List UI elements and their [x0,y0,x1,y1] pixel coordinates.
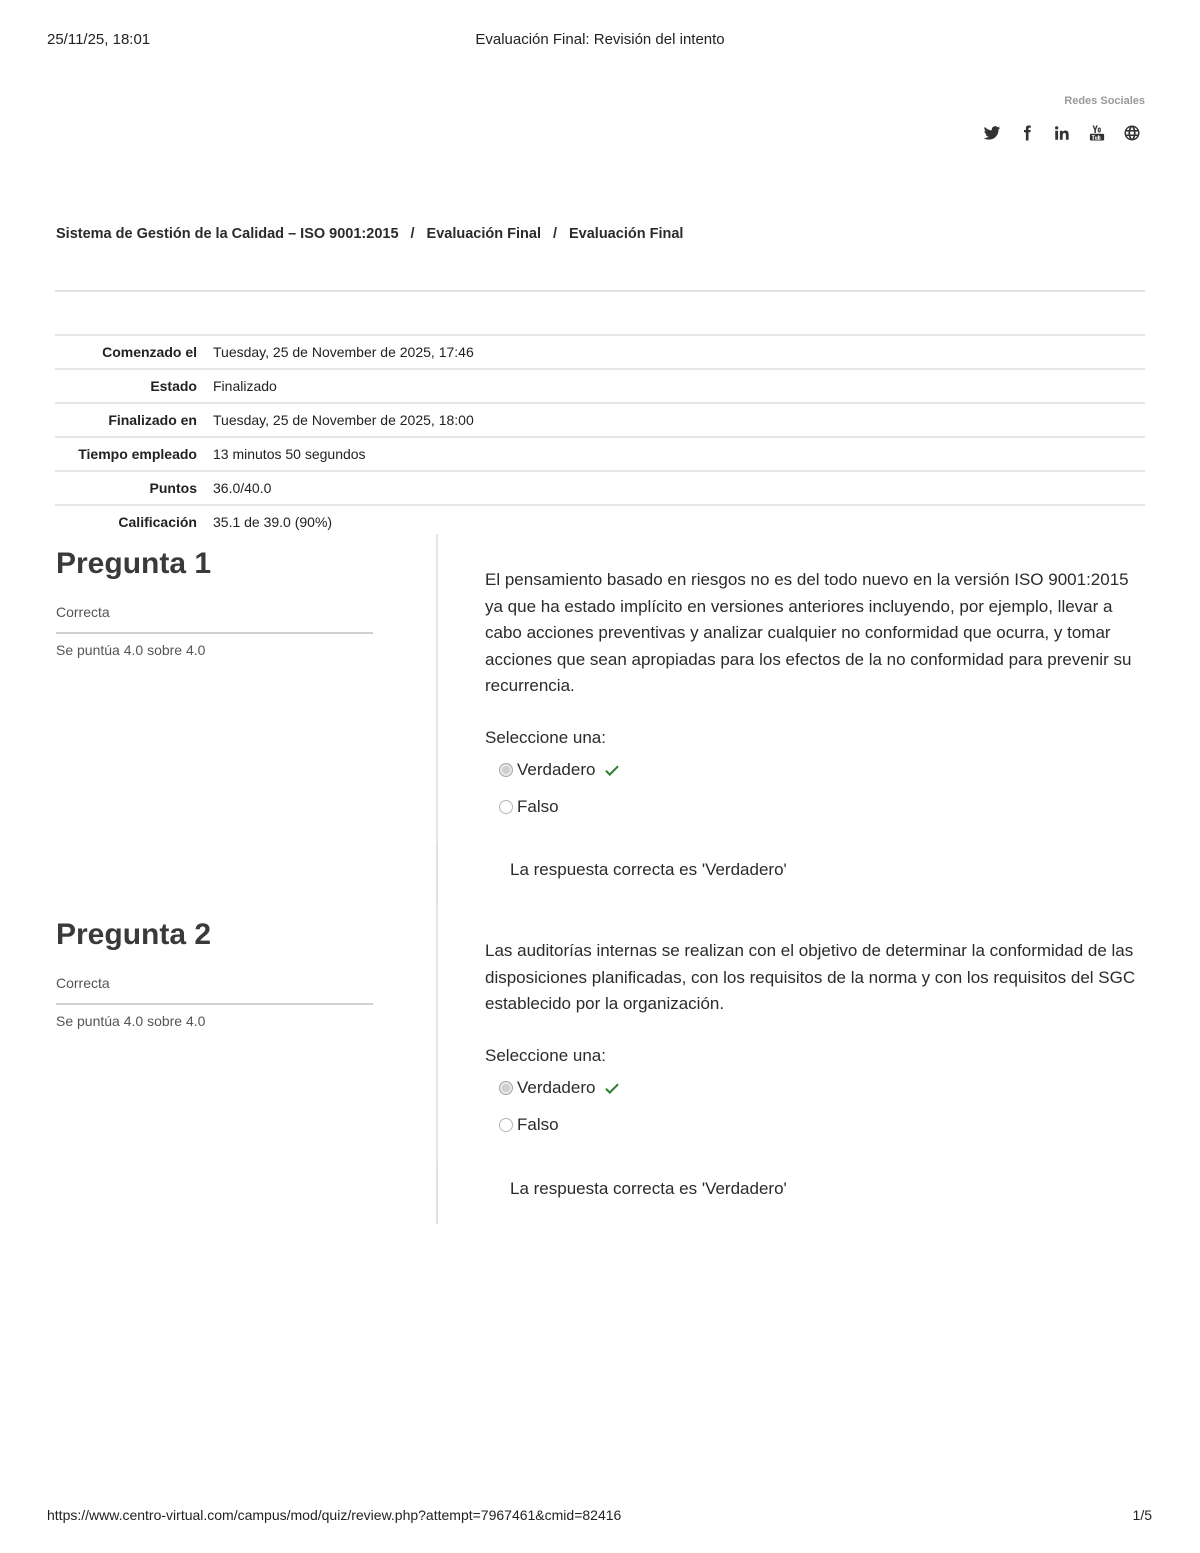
summary-label: Comenzado el [102,344,197,360]
answer-label: Verdadero [517,760,596,779]
breadcrumb-separator: / [410,226,415,242]
summary-row-marks [55,471,1145,505]
breadcrumb-separator: / [552,226,557,242]
summary-row-state [55,369,1145,403]
breadcrumb-item-quiz[interactable]: Evaluación Final [569,226,684,242]
check-icon [603,1079,621,1097]
summary-row-grade [55,505,1145,538]
radio-button[interactable] [499,763,513,777]
question-prompt: Seleccione una: [485,1045,606,1065]
print-title: Evaluación Final: Revisión del intento [475,31,725,48]
print-date: 25/11/25, 18:01 [47,31,151,48]
correct-answer-feedback: La respuesta correcta es 'Verdadero' [510,860,787,879]
question-text: El pensamiento basado en riesgos no es del todo nuevo en la versión ISO 9001:2015 ya que ha estado implícito en versiones anteriores incluyendo, por ejemplo, llevar a cabo acciones preventivas y analizar cualquier no conformidad que ocurra, y tomar acciones que sean apropiadas para los efectos de la no conformidad para prevenir su recurrencia. [485,570,1132,695]
question-content [485,938,1150,1144]
question-state: Correcta [56,975,373,1005]
summary-label: Finalizado en [108,412,197,428]
answer-label: Verdadero [517,1078,596,1097]
globe-icon[interactable] [1122,122,1142,144]
print-url: https://www.centro-virtual.com/campus/mod/quiz/review.php?attempt=7967461&cmid=82416 [47,1507,622,1523]
question-grade: Se puntúa 4.0 sobre 4.0 [56,642,206,658]
question-prompt: Seleccione una: [485,727,606,747]
answer-option[interactable] [485,1107,1150,1144]
summary-value: Tuesday, 25 de November de 2025, 18:00 [213,412,474,428]
breadcrumb-item-course[interactable]: Sistema de Gestión de la Calidad – ISO 9001:2015 [56,226,399,242]
radio-button[interactable] [499,800,513,814]
twitter-icon[interactable] [982,122,1002,144]
summary-label: Puntos [149,480,197,496]
answer-label: Falso [517,797,559,816]
question-content [485,567,1150,826]
social-icons [982,122,1142,144]
answer-option[interactable] [485,752,1150,789]
question-state: Correcta [56,604,373,634]
radio-button[interactable] [499,1118,513,1132]
question-title: Pregunta 2 [56,918,212,951]
facebook-icon[interactable] [1017,122,1037,144]
summary-label: Calificación [118,514,197,530]
check-icon [603,761,621,779]
summary-value: Finalizado [213,378,277,394]
print-page-number: 1/5 [1132,1507,1152,1523]
summary-label: Estado [150,378,197,394]
answer-option[interactable] [485,1070,1150,1107]
answer-options [485,752,1150,826]
summary-value: 35.1 de 39.0 (90%) [213,514,333,530]
question-title: Pregunta 1 [56,547,212,580]
summary-value: Tuesday, 25 de November de 2025, 17:46 [213,344,474,360]
breadcrumb-item-section[interactable]: Evaluación Final [426,226,541,242]
question-feedback [436,1162,1150,1224]
breadcrumb [56,226,683,242]
question-grade: Se puntúa 4.0 sobre 4.0 [56,1013,206,1029]
summary-row-started [55,335,1145,369]
divider [55,290,1145,292]
answer-options [485,1070,1150,1144]
youtube-icon[interactable] [1087,122,1107,144]
summary-value: 36.0/40.0 [213,480,272,496]
question-info [56,546,373,658]
correct-answer-feedback: La respuesta correcta es 'Verdadero' [510,1179,787,1198]
summary-row-finished [55,403,1145,437]
summary-label: Tiempo empleado [78,446,197,462]
summary-value: 13 minutos 50 segundos [213,446,366,462]
answer-option[interactable] [485,789,1150,826]
summary-row-time-taken [55,437,1145,471]
question-info [56,917,373,1029]
answer-label: Falso [517,1115,559,1134]
radio-button[interactable] [499,1081,513,1095]
question-feedback [436,843,1150,905]
question-text: Las auditorías internas se realizan con el objetivo de determinar la conformidad de las disposiciones planificadas, con los requisitos de la norma y con los requisitos del SGC establecido por la organización. [485,941,1136,1013]
linkedin-icon[interactable] [1052,122,1072,144]
attempt-summary-table [55,334,1145,538]
social-label: Redes Sociales [1064,95,1145,107]
